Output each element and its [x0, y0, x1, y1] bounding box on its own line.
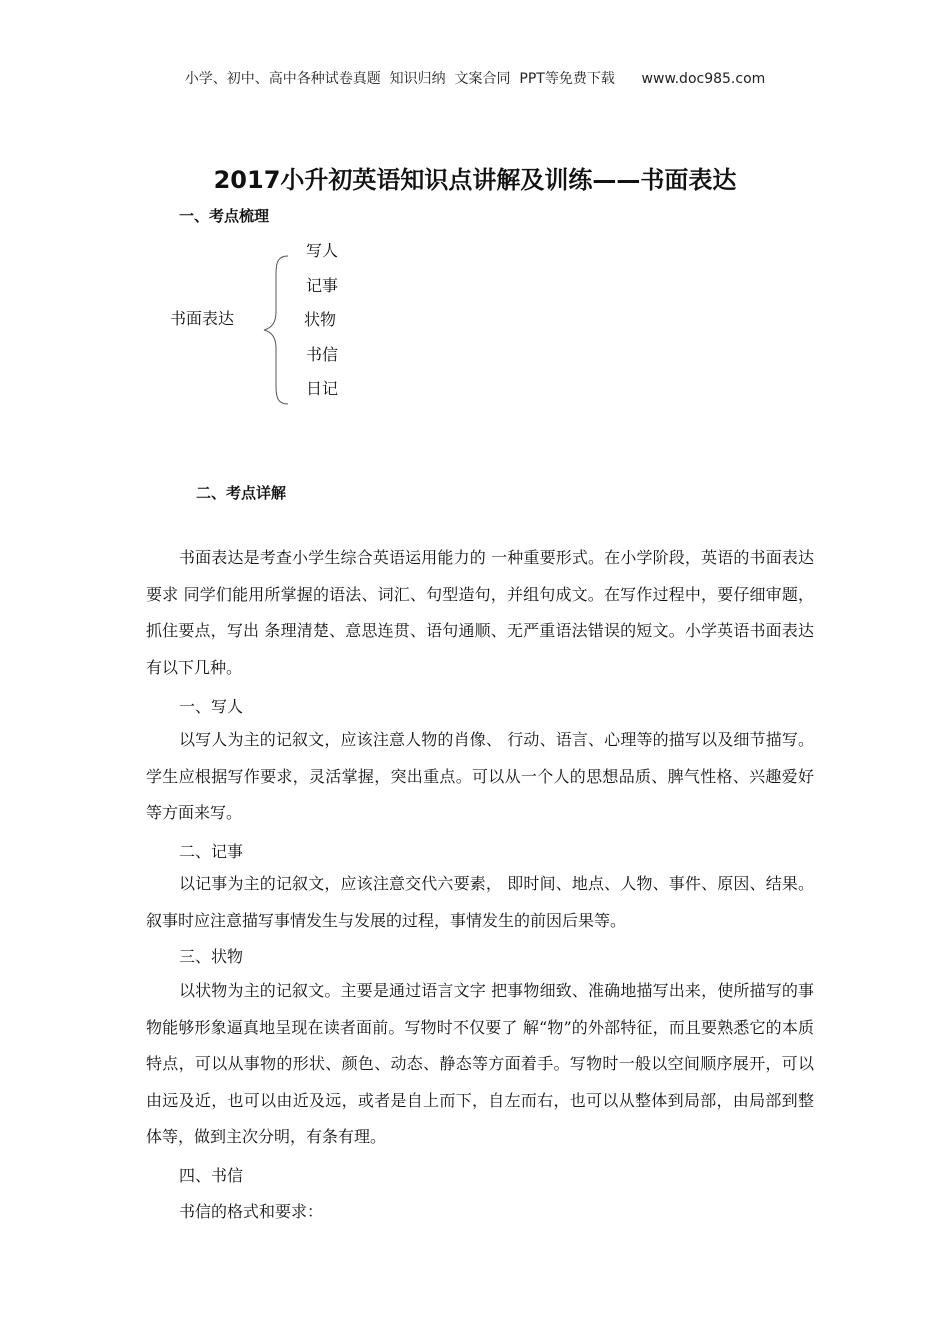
tree-root-label: 书面表达: [170, 309, 235, 328]
part4-heading: 四、书信: [179, 1166, 244, 1185]
tree-item-2: 记事: [306, 276, 339, 295]
tree-item-1: 写人: [306, 241, 339, 260]
curly-brace-icon: [258, 252, 292, 408]
part1-paragraph: 以写人为主的记叙文，应该注意人物的肖像、 行动、语言、心理等的描写以及细节描写。学生应根据写作要求，灵活掌握，突出重点。可以从一个人的思想品质、脾气性格、兴趣爱好等方面来写。: [146, 730, 814, 822]
tree-item-3: 状物: [304, 310, 337, 329]
tree-item-5: 日记: [306, 379, 339, 398]
part4-paragraph: 书信的格式和要求：: [179, 1202, 324, 1221]
intro-paragraph: 书面表达是考查小学生综合英语运用能力的 一种重要形式。在小学阶段，英语的书面表达要求 同学们能用所掌握的语法、词汇、句型造句，并组句成文。在写作过程中，要仔细审题，抓住要点，写出 条理清楚、意思连贯、语句通顺、无严重语法错误的短文。小学英语书面表达有以下几种。: [146, 548, 814, 677]
part2-paragraph: 以记事为主的记叙文，应该注意交代六要素， 即时间、地点、人物、事件、原因、结果。叙事时应注意描写事情发生与发展的过程，事情发生的前因后果等。: [146, 874, 814, 930]
page-header: 小学、初中、高中各种试卷真题 知识归纳 文案合同 PPT等免费下载 www.doc985.com: [184, 71, 766, 87]
section1-heading: 一、考点梳理: [179, 207, 270, 225]
part3-heading: 三、状物: [179, 947, 244, 966]
document-title: 2017小升初英语知识点讲解及训练——书面表达: [213, 166, 737, 194]
part3-paragraph: 以状物为主的记叙文。主要是通过语言文字 把事物细致、准确地描写出来，使所描写的事物能够形象逼真地呈现在读者面前。写物时不仅要了 解“物”的外部特征，而且要熟悉它的本质特点，可以从事物的形状、颜色、动态、静态等方面着手。写物时一般以空间顺序展开，可以由远及近，也可以由近及远，或者是自上而下，自左而右，也可以从整体到局部，由局部到整体等，做到主次分明，有条有理。: [146, 981, 814, 1146]
tree-item-4: 书信: [306, 345, 339, 364]
section2-heading: 二、考点详解: [196, 484, 287, 502]
part2-heading: 二、记事: [179, 842, 244, 861]
part1-heading: 一、写人: [179, 697, 244, 716]
